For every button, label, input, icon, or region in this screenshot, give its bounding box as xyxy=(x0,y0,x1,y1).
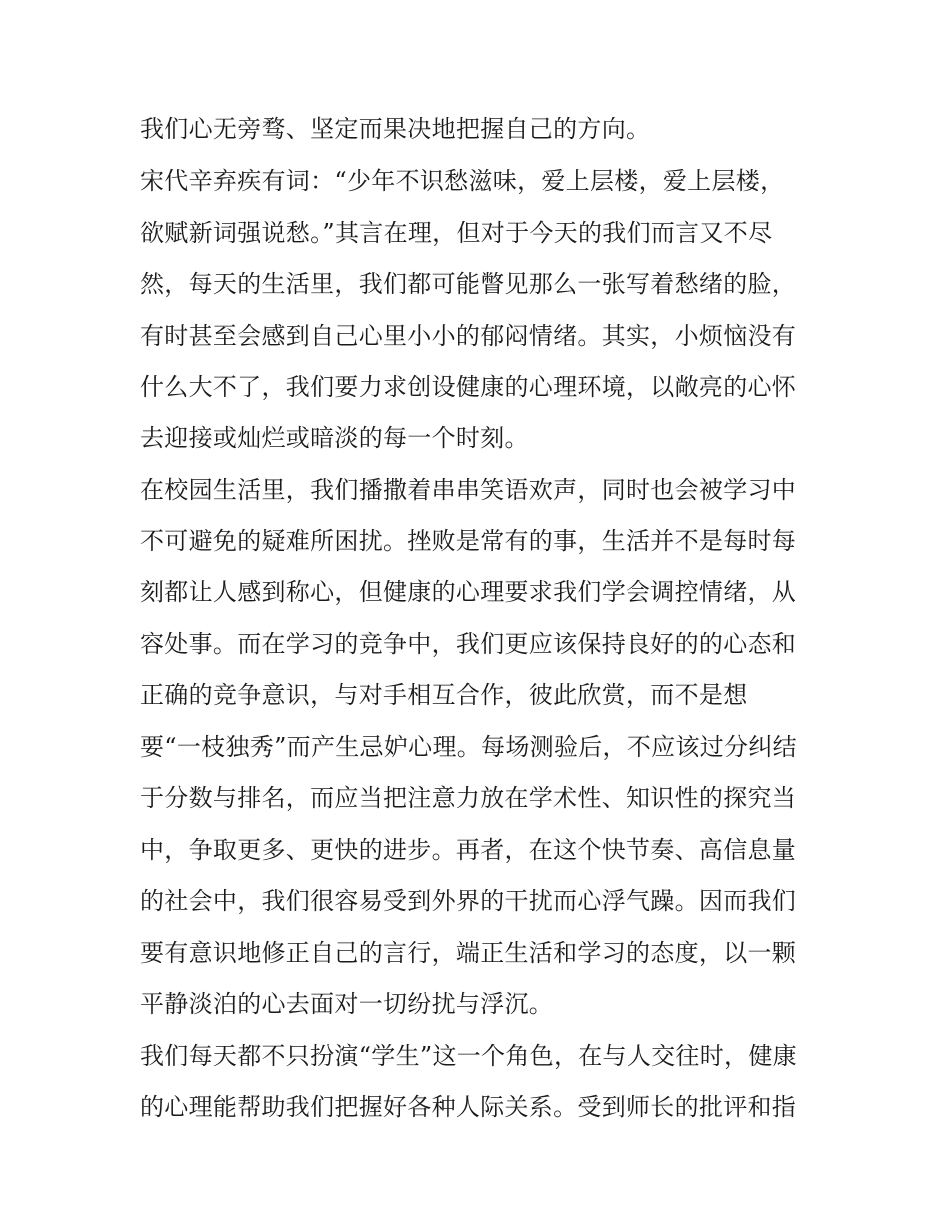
text-line: 的社会中，我们很容易受到外界的干扰而心浮气躁。因而我们 xyxy=(140,887,797,915)
text-line: 宋代辛弃疾有词：“少年不识愁滋味，爱上层楼，爱上层楼， xyxy=(140,167,785,195)
text-line: 要“一枝独秀”而产生忌妒心理。每场测验后，不应该过分纠结 xyxy=(140,733,797,761)
text-line: 欲赋新词强说愁。”其言在理，但对于今天的我们而言又不尽 xyxy=(140,219,773,247)
text-line: 我们心无旁骛、坚定而果决地把握自己的方向。 xyxy=(140,115,651,143)
text-line: 正确的竞争意识，与对手相互合作，彼此欣赏，而不是想 xyxy=(140,681,748,709)
text-line: 然，每天的生活里，我们都可能瞥见那么一张写着愁绪的脸， xyxy=(140,270,797,298)
text-line: 什么大不了，我们要力求创设健康的心理环境，以敞亮的心怀 xyxy=(140,373,797,401)
text-line: 我们每天都不只扮演“学生”这一个角色，在与人交往时，健康 xyxy=(140,1042,797,1070)
text-line: 容处事。而在学习的竞争中，我们更应该保持良好的的心态和 xyxy=(140,630,797,658)
text-line: 有时甚至会感到自己心里小小的郁闷情绪。其实，小烦恼没有 xyxy=(140,322,797,350)
text-line: 在校园生活里，我们播撒着串串笑语欢声，同时也会被学习中 xyxy=(140,476,797,504)
text-line: 不可避免的疑难所困扰。挫败是常有的事，生活并不是每时每 xyxy=(140,527,797,555)
text-line: 刻都让人感到称心，但健康的心理要求我们学会调控情绪，从 xyxy=(140,578,797,606)
text-line: 去迎接或灿烂或暗淡的每一个时刻。 xyxy=(140,424,529,452)
text-line: 的心理能帮助我们把握好各种人际关系。受到师长的批评和指 xyxy=(140,1093,797,1121)
text-line: 于分数与排名，而应当把注意力放在学术性、知识性的探究当 xyxy=(140,784,797,812)
text-line: 平静淡泊的心去面对一切纷扰与浮沉。 xyxy=(140,990,554,1018)
text-line: 中，争取更多、更快的进步。再者，在这个快节奏、高信息量 xyxy=(140,836,797,864)
text-line: 要有意识地修正自己的言行，端正生活和学习的态度，以一颗 xyxy=(140,939,797,967)
